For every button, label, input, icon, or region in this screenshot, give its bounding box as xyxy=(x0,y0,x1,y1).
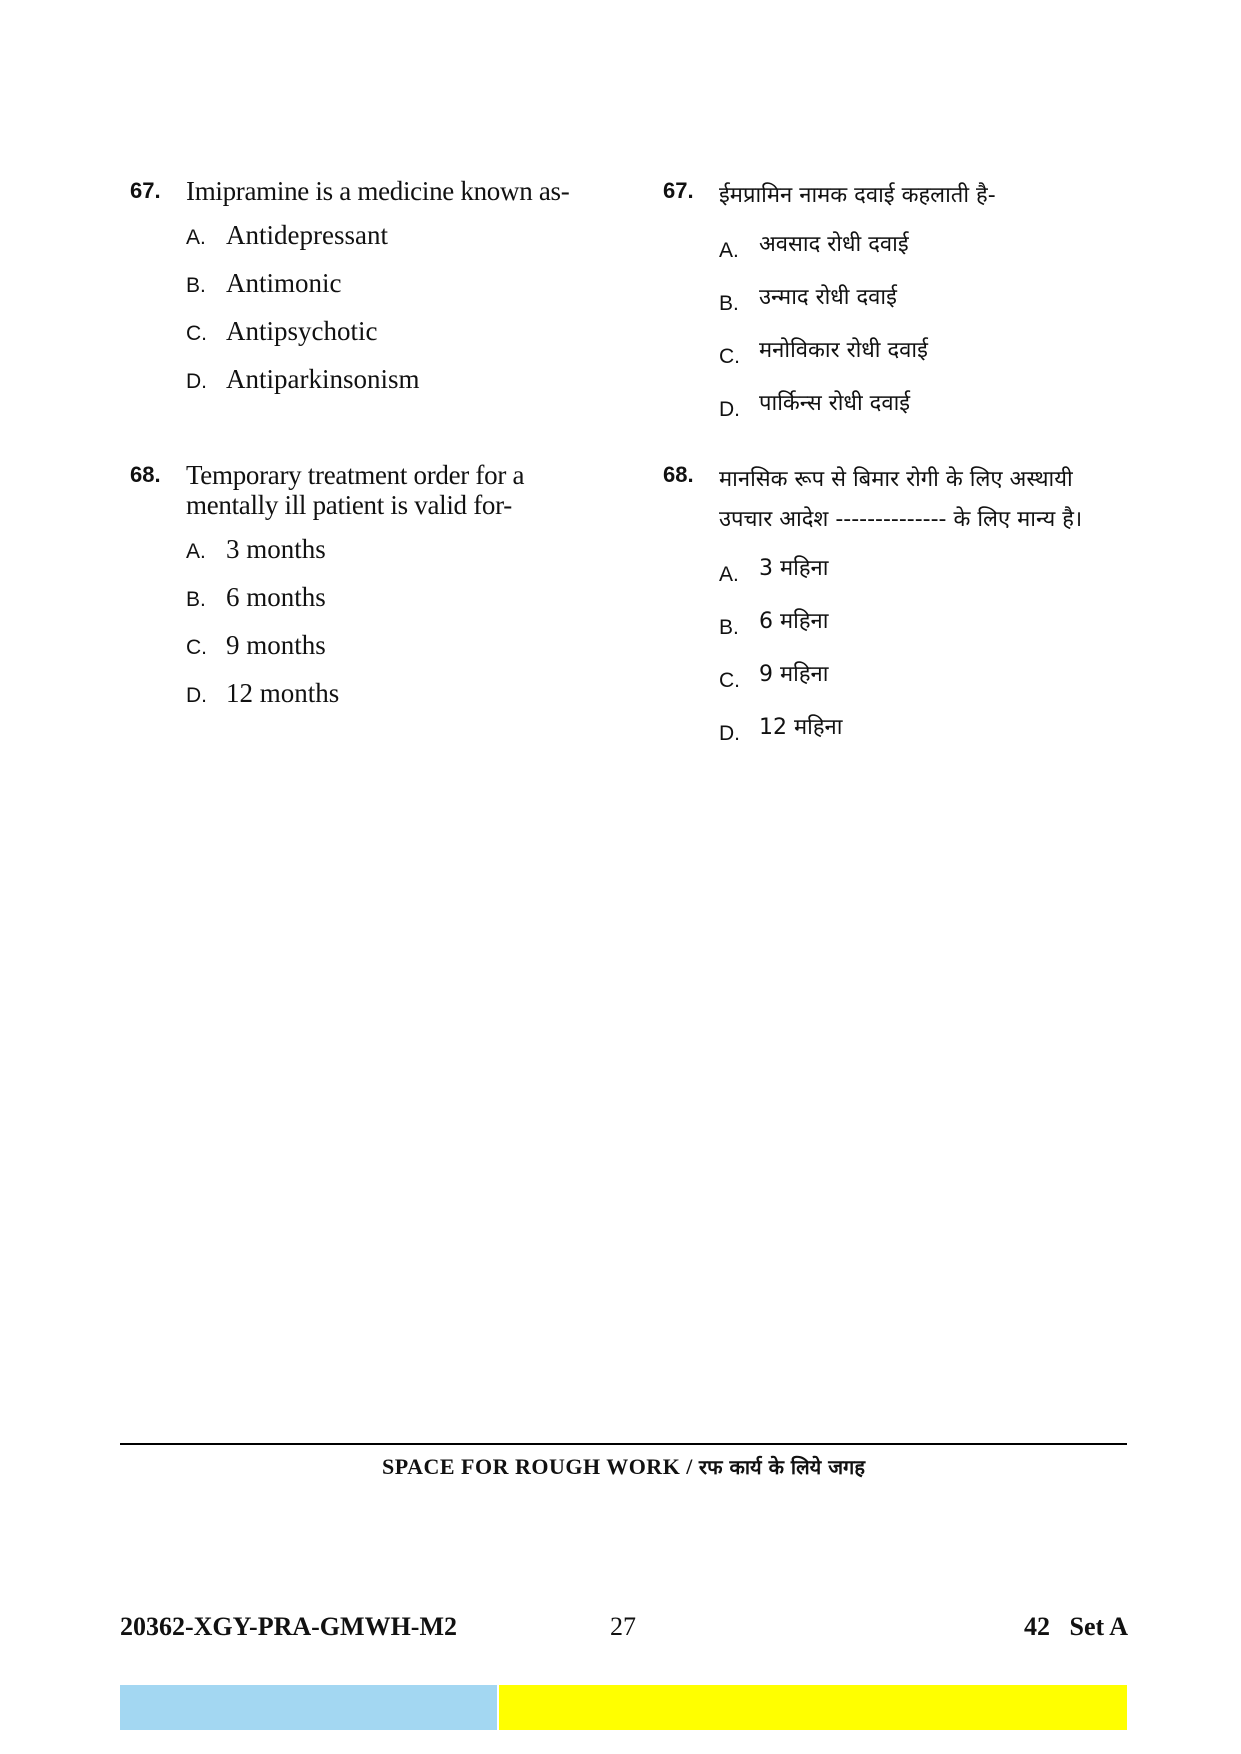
page-number: 27 xyxy=(610,1612,636,1641)
option-letter: C. xyxy=(719,669,740,692)
option-b xyxy=(719,283,1133,336)
english-column xyxy=(130,176,610,726)
option-text: पार्किन्स रोधी दवाई xyxy=(759,391,911,416)
option-d xyxy=(186,364,610,412)
hindi-column xyxy=(663,176,1133,766)
question-67-hi xyxy=(663,176,1133,442)
paper-code: 20362-XGY-PRA-GMWH-M2 xyxy=(120,1612,457,1641)
question-68-en xyxy=(130,460,610,726)
option-text: 3 months xyxy=(226,534,326,564)
option-d xyxy=(719,389,1133,442)
option-letter: D. xyxy=(186,684,207,707)
question-text-line-2: mentally ill patient is valid for- xyxy=(186,490,512,520)
options-list xyxy=(186,220,610,412)
option-letter: C. xyxy=(186,636,207,659)
option-letter: D. xyxy=(186,370,207,393)
option-text: मनोविकार रोधी दवाई xyxy=(759,338,928,363)
option-letter: A. xyxy=(719,563,739,586)
option-letter: A. xyxy=(186,226,206,249)
rough-work-english: SPACE FOR ROUGH WORK / xyxy=(382,1454,693,1479)
question-text-line-1: Temporary treatment order for a xyxy=(186,460,525,490)
option-letter: B. xyxy=(186,588,206,611)
question-68-hi xyxy=(663,460,1133,766)
question-text-line-2: उपचार आदेश -------------- के लिए मान्य है। xyxy=(719,507,1083,532)
option-text: 6 महिना xyxy=(759,609,829,634)
set-label: 42 Set A xyxy=(1024,1612,1128,1641)
question-number: 68. xyxy=(130,462,161,487)
option-letter: C. xyxy=(186,322,207,345)
option-letter: D. xyxy=(719,722,740,745)
option-c xyxy=(719,660,1133,713)
option-text: Antipsychotic xyxy=(226,316,378,346)
question-text: ईमप्रामिन नामक दवाई कहलाती है- xyxy=(719,183,996,208)
option-text: Antiparkinsonism xyxy=(226,364,420,394)
color-bar-yellow xyxy=(499,1685,1127,1730)
option-letter: B. xyxy=(186,274,206,297)
option-c xyxy=(186,316,610,364)
rough-work-hindi: रफ कार्य के लिये जगह xyxy=(698,1455,865,1479)
options-list xyxy=(719,230,1133,442)
option-text: 3 महिना xyxy=(759,556,829,581)
rough-work-divider xyxy=(120,1443,1127,1445)
option-b xyxy=(719,607,1133,660)
question-text-line-1: मानसिक रूप से बिमार रोगी के लिए अस्थायी xyxy=(719,467,1073,492)
option-c xyxy=(719,336,1133,389)
option-letter: B. xyxy=(719,292,739,315)
options-list xyxy=(719,554,1133,766)
option-text: 12 months xyxy=(226,678,340,708)
question-text xyxy=(186,460,610,520)
option-letter: B. xyxy=(719,616,739,639)
option-a xyxy=(186,534,610,582)
option-d xyxy=(719,713,1133,766)
question-67-en xyxy=(130,176,610,412)
option-a xyxy=(719,230,1133,283)
option-text: 9 months xyxy=(226,630,326,660)
question-text xyxy=(719,460,1133,540)
option-text: Antimonic xyxy=(226,268,342,298)
option-letter: A. xyxy=(186,540,206,563)
option-letter: C. xyxy=(719,345,740,368)
option-text: 12 महिना xyxy=(759,715,843,740)
option-text: 6 months xyxy=(226,582,326,612)
question-number: 67. xyxy=(130,178,161,203)
color-bar-blue xyxy=(120,1685,497,1730)
option-a xyxy=(719,554,1133,607)
options-list xyxy=(186,534,610,726)
option-b xyxy=(186,582,610,630)
option-letter: D. xyxy=(719,398,740,421)
question-number: 68. xyxy=(663,462,694,487)
rough-work-heading xyxy=(120,1453,1127,1480)
option-c xyxy=(186,630,610,678)
question-text: Imipramine is a medicine known as- xyxy=(186,176,570,206)
option-letter: A. xyxy=(719,239,739,262)
option-text: Antidepressant xyxy=(226,220,388,250)
option-d xyxy=(186,678,610,726)
option-text: 9 महिना xyxy=(759,662,829,687)
option-b xyxy=(186,268,610,316)
option-text: उन्माद रोधी दवाई xyxy=(759,285,897,310)
question-number: 67. xyxy=(663,178,694,203)
option-a xyxy=(186,220,610,268)
option-text: अवसाद रोधी दवाई xyxy=(759,232,909,257)
